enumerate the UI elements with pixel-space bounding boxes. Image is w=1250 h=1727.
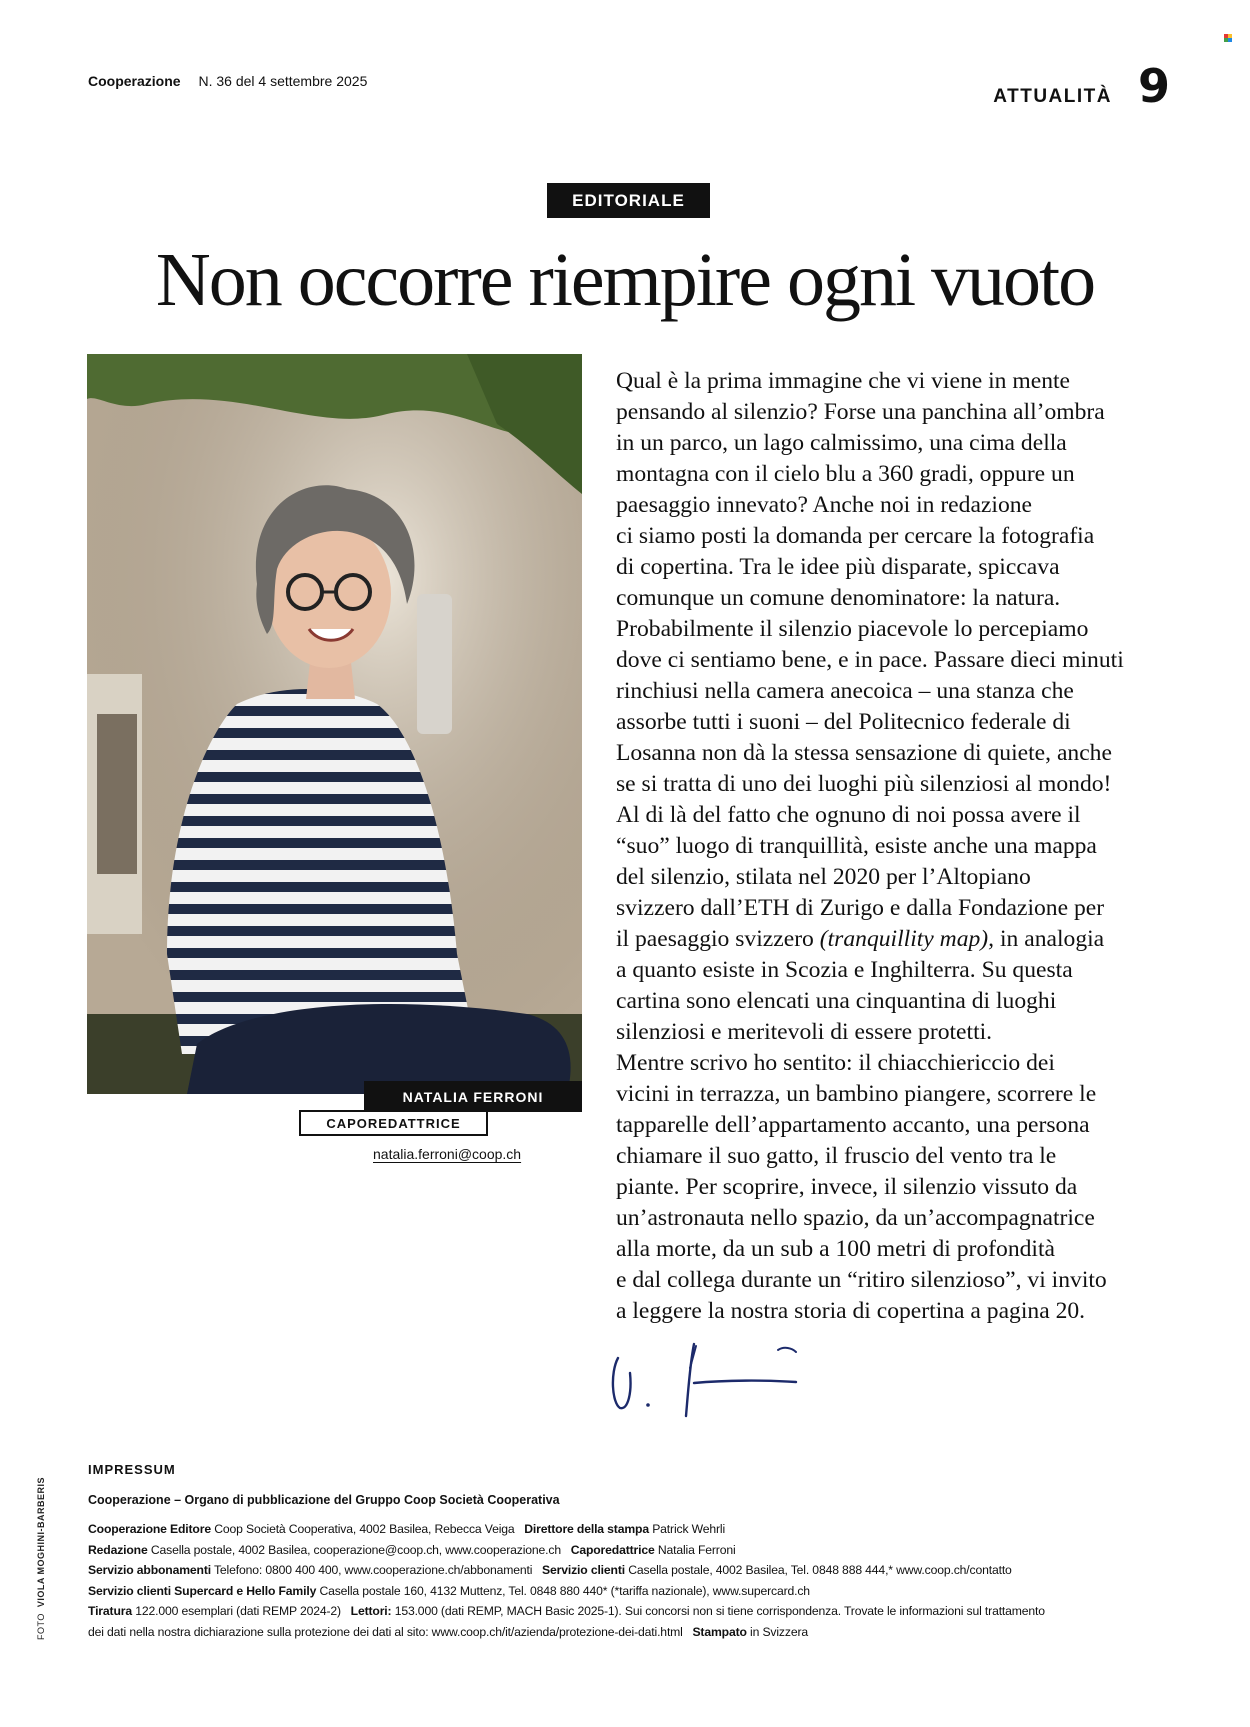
impressum-key: Stampato xyxy=(692,1624,747,1639)
impressum-key: Cooperazione Editore xyxy=(88,1522,211,1536)
body-line: rinchiusi nella camera anecoica – una stanza che xyxy=(616,678,1074,704)
impressum xyxy=(88,1462,1198,1642)
impressum-value: Casella postale, 4002 Basilea, Tel. 0848 888 444,* www.coop.ch/contatto xyxy=(625,1563,1012,1577)
impressum-key: Direttore della stampa xyxy=(524,1522,649,1536)
impressum-line xyxy=(88,1601,1198,1622)
impressum-value: 153.000 (dati REMP, MACH Basic 2025-1). Sui concorsi non si tiene corrispondenza. Trovate le informazioni sul trattamento xyxy=(391,1604,1045,1618)
page-header-right xyxy=(993,59,1170,113)
body-line: paesaggio innevato? Anche noi in redazione xyxy=(616,492,1033,518)
body-line: comunque un comune denominatore: la natura. xyxy=(616,585,1061,611)
body-line: montagna con il cielo blu a 360 gradi, oppure un xyxy=(616,461,1075,487)
body-line xyxy=(616,924,1176,955)
impressum-line xyxy=(88,1540,1198,1561)
impressum-value: Patrick Wehrli xyxy=(648,1522,726,1536)
impressum-key: Redazione xyxy=(88,1542,148,1557)
impressum-value: Natalia Ferroni xyxy=(654,1542,736,1557)
italic-term: (tranquillity map), xyxy=(819,926,995,952)
impressum-value: dei dati nella nostra dichiarazione sulla protezione dei dati al sito: www.coop.ch/it/azienda/protezione-dei-dati.html xyxy=(88,1624,683,1639)
author-photo-illustration xyxy=(87,354,582,1094)
impressum-value: Telefono: 0800 400 400, www.cooperazione.ch/abbonamenti xyxy=(210,1563,533,1577)
author-email-link[interactable]: natalia.ferroni@coop.ch xyxy=(373,1146,522,1162)
body-line: Mentre scrivo ho sentito: il chiacchiericcio dei xyxy=(616,1050,1055,1076)
body-line: “suo” luogo di tranquillità, esiste anche una mappa xyxy=(616,833,1097,859)
impressum-line xyxy=(88,1622,1198,1643)
body-line: assorbe tutti i suoni – del Politecnico federale di xyxy=(616,709,1071,735)
body-text-segment: il paesaggio svizzero xyxy=(616,926,820,952)
impressum-line xyxy=(88,1519,1198,1540)
impressum-value: Casella postale, 4002 Basilea, cooperazione@coop.ch, www.cooperazione.ch xyxy=(147,1542,561,1557)
body-line: piante. Per scoprire, invece, il silenzio vissuto da xyxy=(616,1174,1078,1200)
impressum-value: Casella postale 160, 4132 Muttenz, Tel. 0848 880 440* (*tariffa nazionale), www.supercard.ch xyxy=(316,1583,810,1598)
body-line: Al di là del fatto che ognuno di noi possa avere il xyxy=(616,802,1081,828)
body-line: un’astronauta nello spazio, da un’accompagnatrice xyxy=(616,1205,1095,1231)
body-line: a quanto esiste in Scozia e Inghilterra. Su questa xyxy=(616,957,1073,983)
impressum-key: Servizio clienti Supercard e Hello Family xyxy=(88,1583,317,1598)
author-role: CAPOREDATTRICE xyxy=(299,1110,488,1136)
impressum-key: Caporedattrice xyxy=(570,1542,655,1557)
photo-credit-label: FOTO xyxy=(36,1613,46,1640)
photo-credit-name: VIOLA MOGHINI-BARBERIS xyxy=(36,1476,46,1608)
body-line: a leggere la nostra storia di copertina a pagina 20. xyxy=(616,1298,1086,1324)
body-line: di copertina. Tra le idee più disparate, spiccava xyxy=(616,554,1060,580)
print-color-marks xyxy=(1224,34,1234,42)
author-photo xyxy=(87,354,582,1094)
page-header-left xyxy=(88,73,367,89)
body-line: vicini in terrazza, un bambino piangere, scorrere le xyxy=(616,1081,1097,1107)
body-line: silenziosi e meritevoli di essere protetti. xyxy=(616,1019,993,1045)
kicker-label: EDITORIALE xyxy=(547,183,710,218)
impressum-title: IMPRESSUM xyxy=(88,1462,176,1477)
issue-info: N. 36 del 4 settembre 2025 xyxy=(198,73,368,89)
impressum-line xyxy=(88,1560,1198,1581)
impressum-subtitle: Cooperazione – Organo di pubblicazione del Gruppo Coop Società Cooperativa xyxy=(88,1493,560,1507)
photo-credit xyxy=(36,1477,46,1640)
body-line: Qual è la prima immagine che vi viene in mente xyxy=(616,368,1071,394)
impressum-value: Coop Società Cooperativa, 4002 Basilea, Rebecca Veiga xyxy=(210,1522,515,1536)
body-line: Probabilmente il silenzio piacevole lo percepiamo xyxy=(616,616,1089,642)
body-line: del silenzio, stilata nel 2020 per l’Altopiano xyxy=(616,864,1031,890)
body-line: ci siamo posti la domanda per cercare la fotografia xyxy=(616,523,1095,549)
body-line: cartina sono elencati una cinquantina di luoghi xyxy=(616,988,1057,1014)
body-line: chiamare il suo gatto, il fruscio del vento tra le xyxy=(616,1143,1057,1169)
impressum-key: Tiratura xyxy=(88,1604,132,1618)
body-line: dove ci sentiamo bene, e in pace. Passare dieci minuti xyxy=(616,647,1124,673)
body-text-segment: in analogia xyxy=(994,926,1105,952)
impressum-value: in Svizzera xyxy=(746,1624,808,1639)
headline: Non occorre riempire ogni vuoto xyxy=(155,238,1095,322)
body-line: pensando al silenzio? Forse una panchina all’ombra xyxy=(616,399,1105,425)
impressum-key: Servizio abbonamenti xyxy=(88,1563,211,1577)
impressum-key: Servizio clienti xyxy=(542,1563,625,1577)
impressum-line xyxy=(88,1581,1198,1602)
body-line: tapparelle dell’appartamento accanto, una persona xyxy=(616,1112,1090,1138)
impressum-value: 122.000 esemplari (dati REMP 2024-2) xyxy=(131,1604,341,1618)
body-line: Losanna non dà la stessa sensazione di quiete, anche xyxy=(616,740,1112,766)
editorial-body xyxy=(616,366,1176,1327)
author-name: NATALIA FERRONI xyxy=(364,1081,582,1112)
body-line: alla morte, da un sub a 100 metri di profondità xyxy=(616,1236,1055,1262)
body-line: svizzero dall’ETH di Zurigo e dalla Fondazione per xyxy=(616,895,1105,921)
body-line: e dal collega durante un “ritiro silenzioso”, vi invito xyxy=(616,1267,1107,1293)
impressum-key: Lettori: xyxy=(350,1604,392,1618)
handwritten-signature xyxy=(606,1338,806,1418)
body-line: in un parco, un lago calmissimo, una cima della xyxy=(616,430,1067,456)
section-name: ATTUALITÀ xyxy=(993,86,1112,107)
body-line: se si tratta di uno dei luoghi più silenziosi al mondo! xyxy=(616,771,1112,797)
publication-name: Cooperazione xyxy=(88,73,181,89)
page-number: 9 xyxy=(1137,59,1170,113)
